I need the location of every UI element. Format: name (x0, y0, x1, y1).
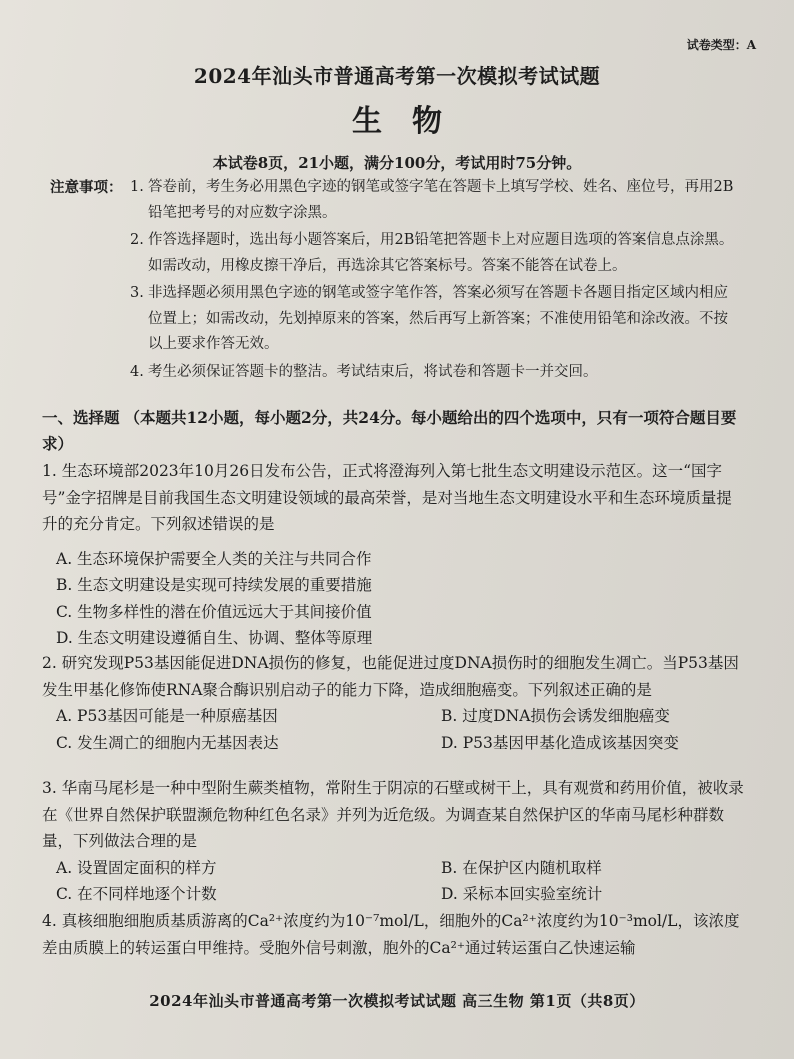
options (42, 546, 744, 652)
subject-title: 生物 (352, 104, 472, 139)
note-item (50, 281, 740, 358)
option-d: D. 采标本回实验室统计 (441, 885, 603, 903)
notes-label: 注意事项： (50, 179, 123, 196)
options (42, 855, 744, 908)
exam-title: 2024年汕头市普通高考第一次模拟考试试题 (193, 64, 601, 88)
note-number: 3. (130, 285, 144, 301)
question-3 (42, 775, 744, 908)
note-text: 非选择题必须用黑色字迹的钢笔或签字笔作答，答案必须写在答题卡各题目指定区域内相应位置上；如需改动，先划掉原来的答案，然后再写上新答案；不准使用铅笔和涂改液。不按以上要求作答无效。 (148, 285, 728, 352)
options (42, 703, 744, 756)
note-number: 4. (130, 363, 144, 380)
option-a: A. P53基因可能是一种原癌基因 (56, 707, 278, 725)
option-c: C. 在不同样地逐个计数 (56, 885, 217, 903)
question-1 (42, 458, 744, 652)
option-b: B. 生态文明建设是实现可持续发展的重要措施 (56, 576, 372, 594)
note-text: 答卷前，考生务必用黑色字迹的钢笔或签字笔在答题卡上填写学校、姓名、座位号，再用2B铅笔把考号的对应数字涂黑。 (148, 179, 734, 221)
exam-intro: 本试卷8页，21小题，满分100分，考试用时75分钟。 (212, 154, 582, 172)
section-header (42, 405, 742, 457)
option-d: D. 生态文明建设遵循自生、协调、整体等原理 (56, 629, 373, 647)
section-description: （本题共12小题，每小题2分，共24分。每小题给出的四个选项中，只有一项符合题目要求） (42, 408, 737, 453)
note-item (50, 175, 740, 226)
question-2 (42, 650, 744, 756)
question-stem: 1. 生态环境部2023年10月26日发布公告，正式将澄海列入第七批生态文明建设示范区。这一“国字号”金字招牌是目前我国生态文明建设领域的最高荣誉，是对当地生态文明建设水平和生态环境质量提升的充分肯定。下列叙述错误的是 (42, 462, 732, 533)
note-text: 作答选择题时，选出每小题答案后，用2B铅笔把答题卡上对应题目选项的答案信息点涂黑。如需改动，用橡皮擦干净后，再选涂其它答案标号。答案不能答在试卷上。 (148, 232, 734, 274)
note-text: 考生必须保证答题卡的整洁。考试结束后，将试卷和答题卡一并交回。 (148, 363, 598, 380)
option-b: B. 在保护区内随机取样 (441, 858, 602, 877)
option-c: C. 生物多样性的潜在价值远远大于其间接价值 (56, 602, 372, 621)
note-item (50, 360, 740, 386)
paper-type-label: 试卷类型：A (686, 38, 756, 52)
notes-block (50, 175, 740, 387)
question-stem: 3. 华南马尾杉是一种中型附生蕨类植物，常附生于阴凉的石壁或树干上，具有观赏和药用价值，被收录在《世界自然保护联盟濒危物种红色名录》并列为近危级。为调查某自然保护区的华南马尾杉种群数量，下列做法合理的是 (42, 779, 744, 850)
note-item (50, 228, 740, 279)
note-number: 1. (130, 179, 144, 195)
question-stem: 4. 真核细胞细胞质基质游离的Ca²⁺浓度约为10⁻⁷mol/L，细胞外的Ca²⁺浓度约为10⁻³mol/L，该浓度差由质膜上的转运蛋白甲维持。受胞外信号刺激，胞外的Ca²⁺通过转运蛋白乙快速运输 (42, 912, 740, 957)
question-stem: 2. 研究发现P53基因能促进DNA损伤的修复，也能促进过度DNA损伤时的细胞发生凋亡。当P53基因发生甲基化修饰使RNA聚合酶识别启动子的能力下降，造成细胞癌变。下列叙述正确的是 (42, 654, 739, 699)
option-b: B. 过度DNA损伤会诱发细胞癌变 (441, 707, 670, 725)
option-c: C. 发生凋亡的细胞内无基因表达 (56, 733, 279, 752)
note-number: 2. (130, 232, 144, 248)
page-footer: 2024年汕头市普通高考第一次模拟考试试题 高三生物 第1页（共8页） (149, 992, 645, 1010)
question-4 (42, 908, 744, 961)
section-heading: 一、选择题 (42, 408, 120, 427)
option-d: D. P53基因甲基化造成该基因突变 (441, 733, 679, 752)
option-a: A. 设置固定面积的样方 (56, 858, 217, 877)
option-a: A. 生态环境保护需要全人类的关注与共同合作 (56, 549, 372, 568)
